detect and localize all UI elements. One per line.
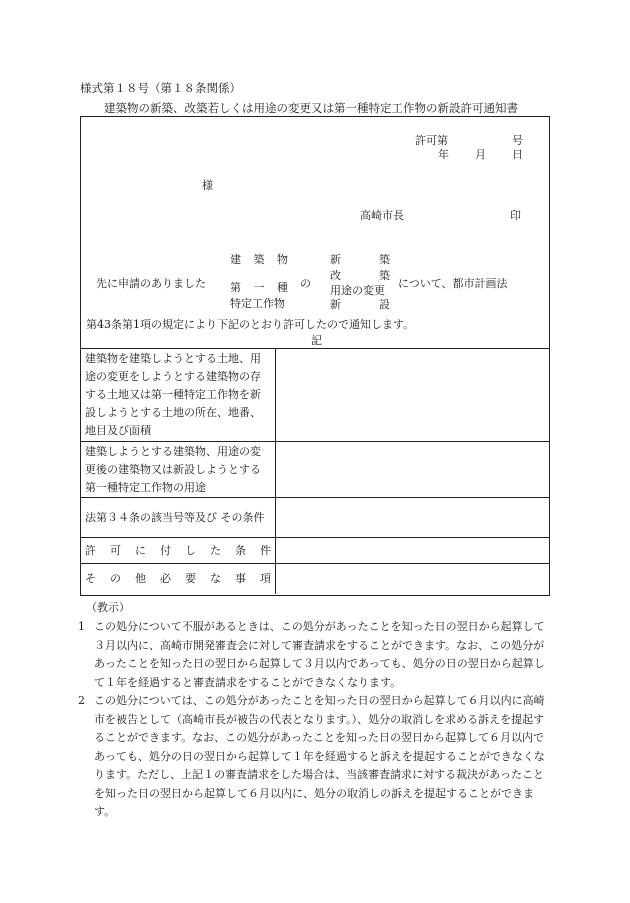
permit-number-prefix: 許可第: [415, 134, 448, 147]
statement-lead: 先に申請のありました: [96, 277, 206, 290]
action-rebuild: 改 築: [330, 269, 390, 282]
note-text: この処分について不服があるときは、この処分があったことを知った日の翌日から起算して３月以内に、高崎市開発審査会に対して審査請求をすることができます。なお、この処分があったことを知った日の翌日から起算して３月以内であっても、処分の日の翌日から起算して１年を経過すると審査請求をすることができなくなります。: [94, 620, 545, 689]
date-month: 月: [475, 148, 486, 161]
action-new: 新 築: [330, 253, 390, 266]
row-value[interactable]: [276, 538, 551, 564]
note-number: 2: [78, 694, 85, 707]
row-label: [80, 538, 276, 564]
statement-tail: について、都市計画法: [398, 277, 508, 290]
row-value[interactable]: [276, 564, 551, 594]
table-row: [80, 564, 550, 594]
row-label: [80, 564, 276, 594]
row-value[interactable]: [276, 498, 551, 538]
row-label-text: そ の 他 必 要 な 事 項: [85, 571, 271, 585]
table-row: [80, 538, 550, 564]
note-number: 1: [78, 620, 85, 633]
row-value[interactable]: [276, 442, 551, 498]
seal-mark: 印: [510, 209, 521, 222]
table-row: [80, 349, 550, 442]
statement-continuation: 第43条第1項の規定により下記のとおり許可したので通知します。: [86, 318, 415, 331]
action-install: 新 設: [330, 298, 390, 311]
statement-particle: の: [300, 277, 311, 290]
date-year: 年: [438, 148, 449, 161]
note-item: [78, 692, 550, 822]
notes-list: [78, 618, 550, 822]
row-value[interactable]: [276, 349, 551, 442]
document-title: 建築物の新築、改築若しくは用途の変更又は第一種特定工作物の新設許可通知書: [104, 101, 518, 115]
table-row: [80, 498, 550, 538]
date-day: 日: [512, 148, 523, 161]
ki-heading: 記: [311, 334, 322, 347]
row-label: 建築しようとする建築物、用途の変更後の建築物又は新設しようとする第一種特定工作物の用途: [80, 442, 276, 498]
details-table: [80, 348, 550, 594]
notes-heading: （教示）: [86, 601, 130, 614]
permit-date-line: [438, 147, 523, 162]
permit-number-suffix: 号: [512, 134, 523, 147]
form-number: 様式第１８号（第１８条関係）: [80, 81, 241, 95]
action-change: 用途の変更: [330, 284, 385, 297]
note-item: [78, 618, 550, 692]
row-label-text: 許 可 に 付 し た 条 件: [85, 543, 271, 557]
option-building: 建 築 物: [230, 253, 288, 266]
option-structure: 第 一 種: [230, 281, 288, 294]
row-label: 建築物を建築しようとする土地、用途の変更をしようとする建築物の存する土地又は第一種特定工作物を新設しようとする土地の所在、地番、地目及び面積: [80, 349, 276, 442]
note-text: この処分については、この処分があったことを知った日の翌日から起算して６月以内に高崎市を被告として（高崎市長が被告の代表となります。）、処分の取消しを求める訴えを提起することができます。なお、この処分があったことを知った日の翌日から起算して６月以内であっても、処分の日の翌日から起算して１年を経過すると訴えを提起することができなくなります。ただし、上記１の審査請求をした場合は、当該審査請求に対する裁決があったことを知った日の翌日から起算して６月以内に、処分の取消しの訴えを提起することができます。: [94, 694, 545, 818]
table-row: [80, 442, 550, 498]
issuer: 高崎市長: [360, 209, 404, 222]
addressee-suffix: 様: [202, 179, 213, 192]
row-label: 法第３４条の該当号等及び その条件: [80, 498, 276, 538]
option-structure-2: 特定工作物: [230, 297, 285, 310]
